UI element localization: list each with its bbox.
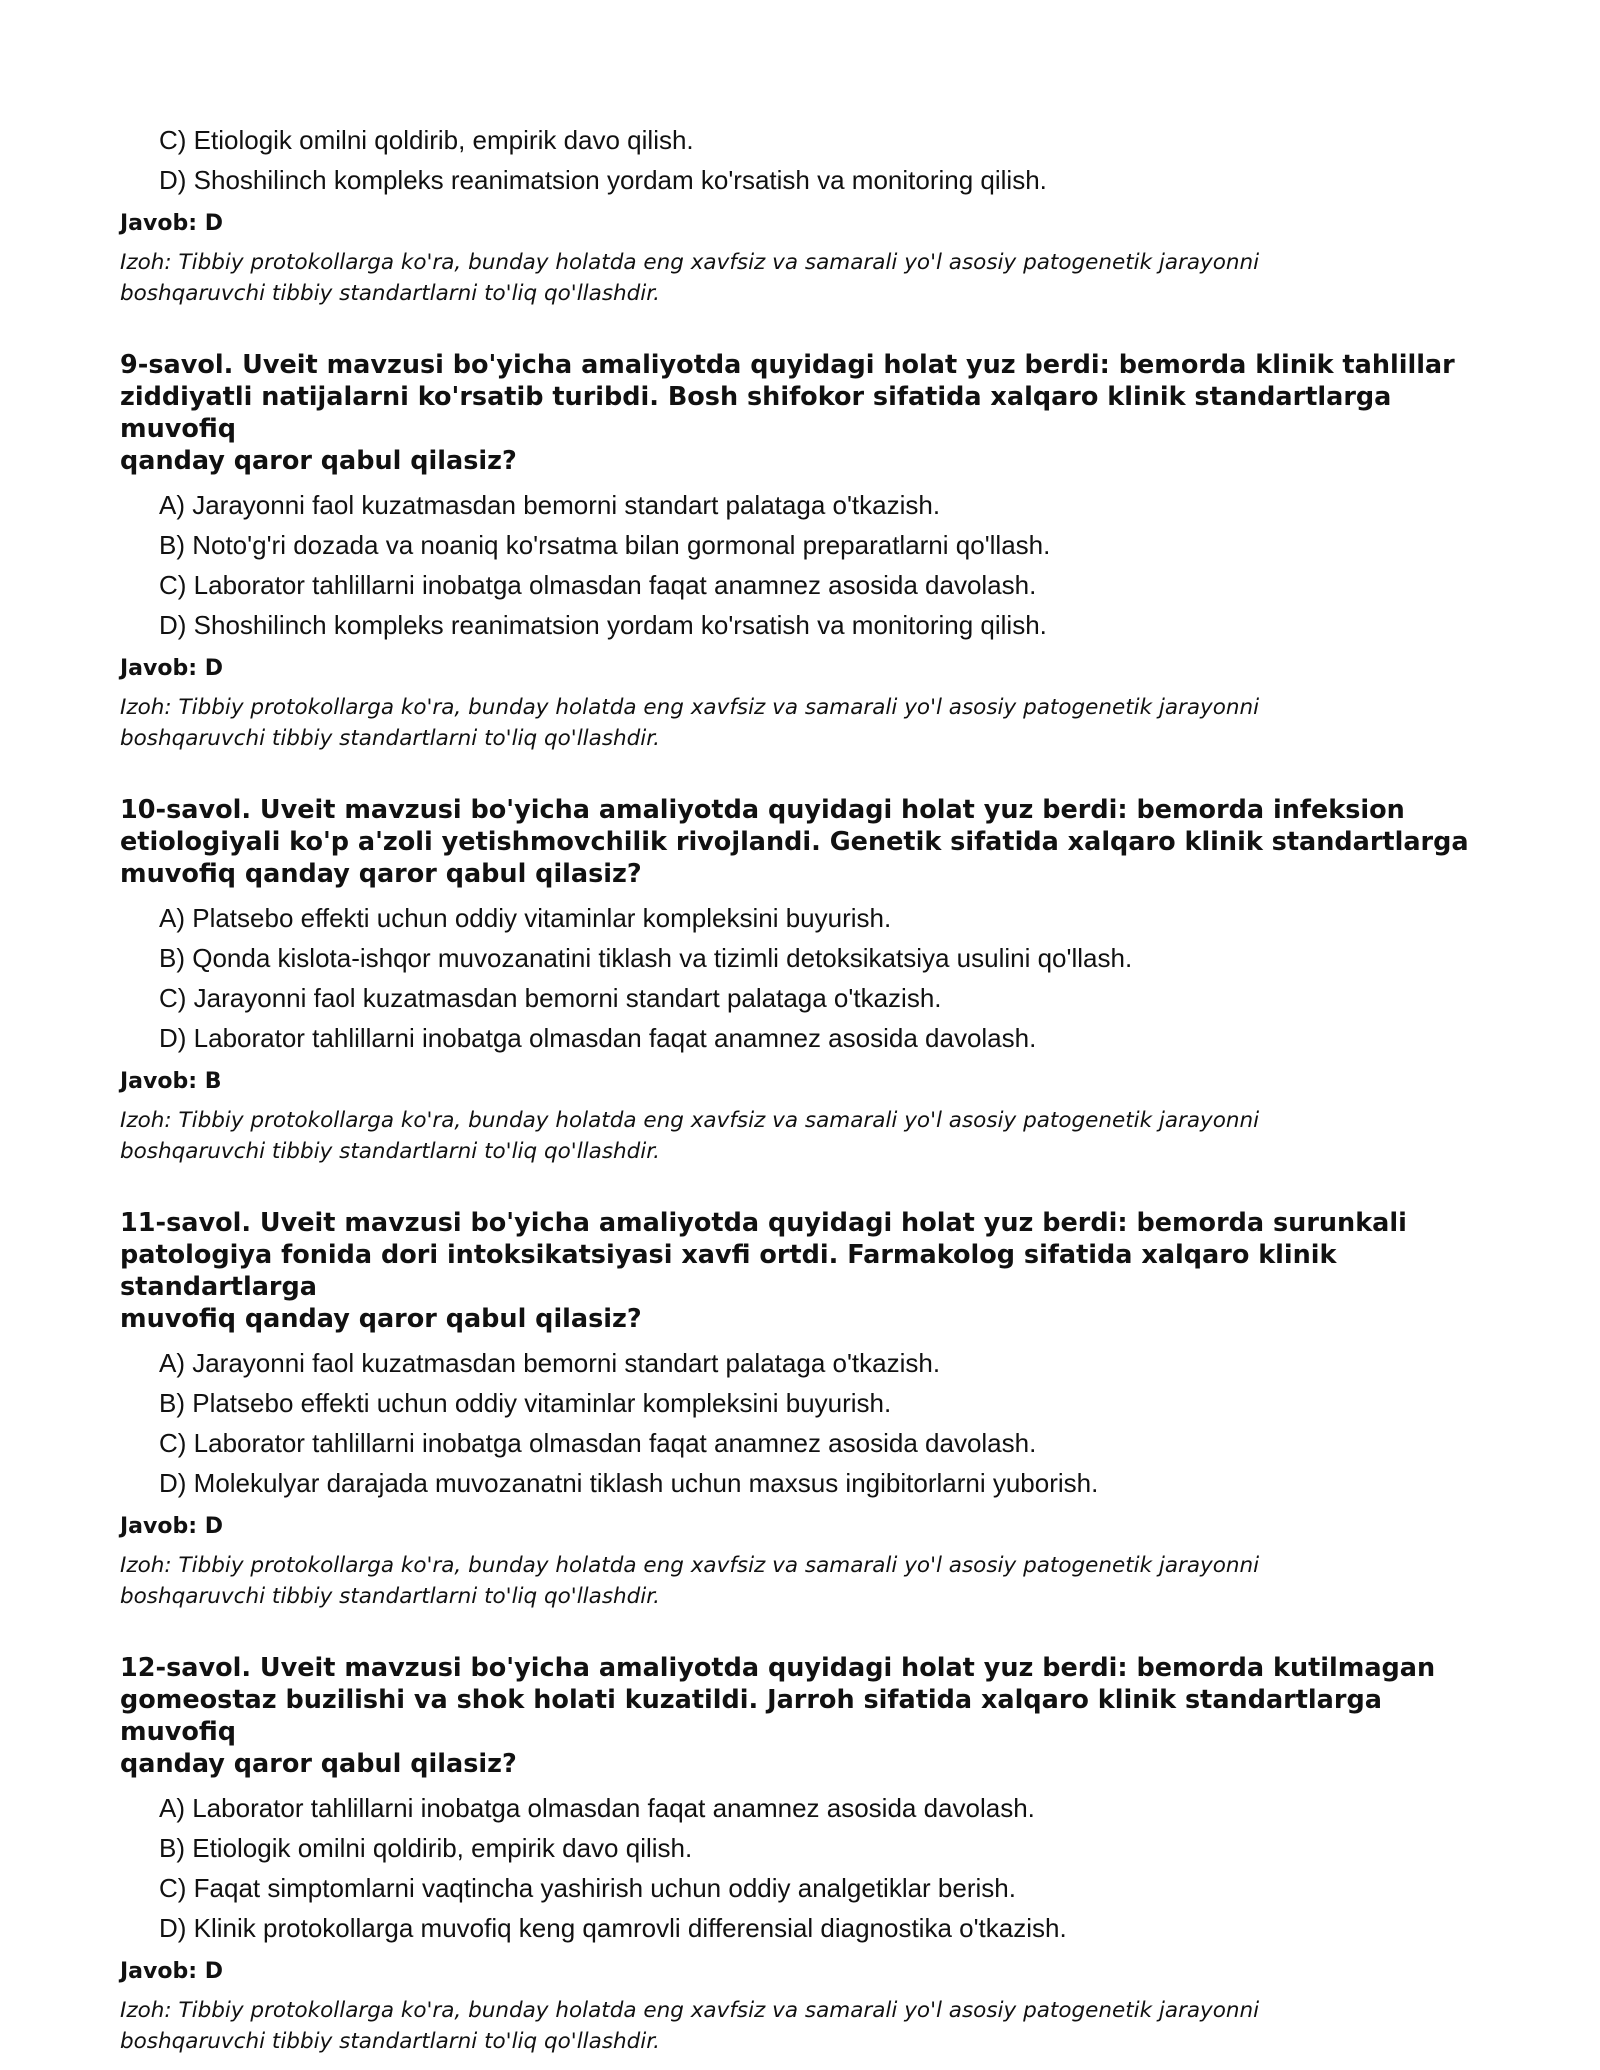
answer-option-d: D) Klinik protokollarga muvofiq keng qamrovli differensial diagnostika o'tkazish. [159,1913,1067,1943]
answer-option-d: D) Molekulyar darajada muvozanatni tiklash uchun maxsus ingibitorlarni yuborish. [159,1468,1099,1498]
question-text [120,794,1480,890]
explanation-line: boshqaruvchi tibbiy standartlarni to'liq qo'llashdir. [120,1584,660,1609]
question-text [120,349,1480,477]
question-line: muvofiq qanday qaror qabul qilasiz? [120,859,642,889]
correct-answer: Javob: D [120,1959,223,1984]
explanation-line: boshqaruvchi tibbiy standartlarni to'liq qo'llashdir. [120,2029,660,2054]
answer-option-c: C) Laborator tahlillarni inobatga olmasdan faqat anamnez asosida davolash. [159,570,1037,600]
correct-answer: Javob: D [120,656,223,681]
explanation-note [120,1995,1480,2057]
question-block-10 [120,794,1480,1167]
answer-option-d: D) Laborator tahlillarni inobatga olmasdan faqat anamnez asosida davolash. [159,1023,1037,1053]
question-text [120,1652,1480,1780]
explanation-line: Izoh: Tibbiy protokollarga ko'ra, bunday holatda eng xavfsiz va samarali yo'l asosiy patogenetik jarayonni [120,1553,1260,1578]
question-block-11 [120,1207,1480,1612]
document-page [120,120,1480,2057]
answer-option-b: B) Etiologik omilni qoldirib, empirik davo qilish. [159,1833,693,1863]
explanation-line: boshqaruvchi tibbiy standartlarni to'liq qo'llashdir. [120,281,660,306]
explanation-line: Izoh: Tibbiy protokollarga ko'ra, bunday holatda eng xavfsiz va samarali yo'l asosiy patogenetik jarayonni [120,1108,1260,1133]
correct-answer: Javob: D [120,211,223,236]
answer-option-b: B) Qonda kislota-ishqor muvozanatini tiklash va tizimli detoksikatsiya usulini qo'llash. [159,943,1133,973]
answer-option-a: A) Platsebo effekti uchun oddiy vitaminlar kompleksini buyurish. [159,903,892,933]
explanation-line: Izoh: Tibbiy protokollarga ko'ra, bunday holatda eng xavfsiz va samarali yo'l asosiy patogenetik jarayonni [120,250,1260,275]
question-line: patologiya fonida dori intoksikatsiyasi xavfi ortdi. Farmakolog sifatida xalqaro klinik standartlarga [120,1240,1337,1302]
answer-option-c: C) Etiologik omilni qoldirib, empirik davo qilish. [159,125,694,155]
explanation-line: Izoh: Tibbiy protokollarga ko'ra, bunday holatda eng xavfsiz va samarali yo'l asosiy patogenetik jarayonni [120,695,1260,720]
question-line: 11-savol. Uveit mavzusi bo'yicha amaliyotda quyidagi holat yuz berdi: bemorda surunkali [120,1208,1407,1238]
question-line: qanday qaror qabul qilasiz? [120,1749,517,1779]
answer-option-a: A) Jarayonni faol kuzatmasdan bemorni standart palataga o'tkazish. [159,1348,941,1378]
question-text [120,1207,1480,1335]
question-line: muvofiq qanday qaror qabul qilasiz? [120,1304,642,1334]
correct-answer: Javob: B [120,1069,222,1094]
answer-option-a: A) Jarayonni faol kuzatmasdan bemorni standart palataga o'tkazish. [159,490,941,520]
question-line: gomeostaz buzilishi va shok holati kuzatildi. Jarroh sifatida xalqaro klinik standartlarga muvofiq [120,1685,1382,1747]
answer-option-c: C) Laborator tahlillarni inobatga olmasdan faqat anamnez asosida davolash. [159,1428,1037,1458]
answer-option-d: D) Shoshilinch kompleks reanimatsion yordam ko'rsatish va monitoring qilish. [159,610,1047,640]
explanation-note [120,692,1480,754]
explanation-line: boshqaruvchi tibbiy standartlarni to'liq qo'llashdir. [120,1139,660,1164]
question-line: ziddiyatli natijalarni ko'rsatib turibdi. Bosh shifokor sifatida xalqaro klinik standartlarga muvofiq [120,382,1392,444]
question-8-continuation [120,120,1480,309]
question-line: 10-savol. Uveit mavzusi bo'yicha amaliyotda quyidagi holat yuz berdi: bemorda infeksion [120,795,1405,825]
answer-option-d: D) Shoshilinch kompleks reanimatsion yordam ko'rsatish va monitoring qilish. [159,165,1047,195]
question-line: qanday qaror qabul qilasiz? [120,446,517,476]
explanation-note [120,1550,1480,1612]
explanation-note [120,247,1480,309]
question-block-12 [120,1652,1480,2057]
question-line: 12-savol. Uveit mavzusi bo'yicha amaliyotda quyidagi holat yuz berdi: bemorda kutilmagan [120,1653,1436,1683]
answer-option-c: C) Faqat simptomlarni vaqtincha yashirish uchun oddiy analgetiklar berish. [159,1873,1016,1903]
question-line: etiologiyali ko'p a'zoli yetishmovchilik rivojlandi. Genetik sifatida xalqaro klinik standartlarga [120,827,1469,857]
answer-option-b: B) Noto'g'ri dozada va noaniq ko'rsatma bilan gormonal preparatlarni qo'llash. [159,530,1051,560]
correct-answer: Javob: D [120,1514,223,1539]
explanation-line: boshqaruvchi tibbiy standartlarni to'liq qo'llashdir. [120,726,660,751]
answer-option-a: A) Laborator tahlillarni inobatga olmasdan faqat anamnez asosida davolash. [159,1793,1035,1823]
question-block-9 [120,349,1480,754]
answer-option-b: B) Platsebo effekti uchun oddiy vitaminlar kompleksini buyurish. [159,1388,892,1418]
answer-option-c: C) Jarayonni faol kuzatmasdan bemorni standart palataga o'tkazish. [159,983,942,1013]
explanation-line: Izoh: Tibbiy protokollarga ko'ra, bunday holatda eng xavfsiz va samarali yo'l asosiy patogenetik jarayonni [120,1998,1260,2023]
question-line: 9-savol. Uveit mavzusi bo'yicha amaliyotda quyidagi holat yuz berdi: bemorda klinik tahlillar [120,350,1455,380]
explanation-note [120,1105,1480,1167]
